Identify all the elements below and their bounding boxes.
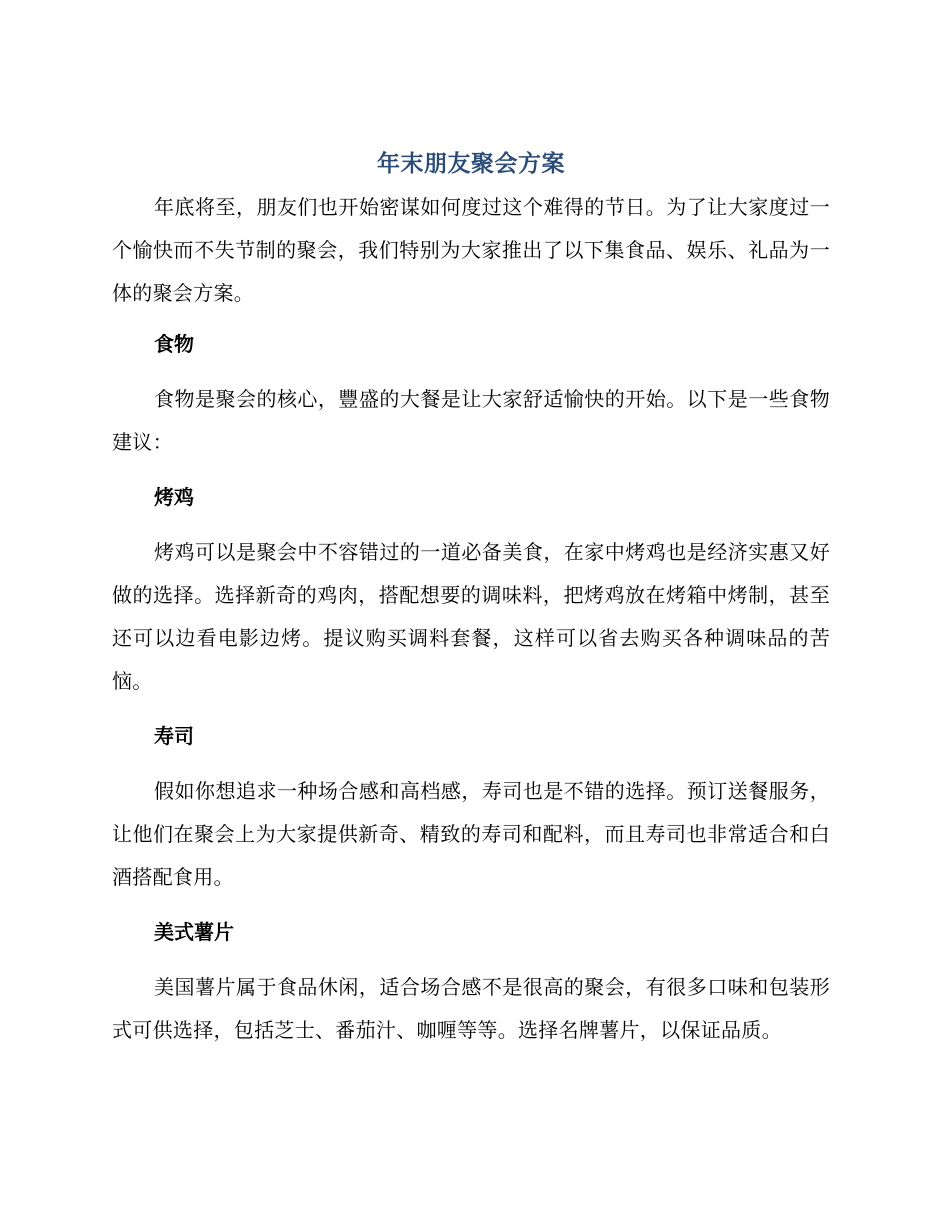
- section-body-food: 食物是聚会的核心，豐盛的大餐是让大家舒适愉快的开始。以下是一些食物建议：: [112, 387, 830, 454]
- document-body: [112, 142, 830, 1052]
- section-heading-chips: 美式薯片: [154, 920, 234, 944]
- section-body-sushi: 假如你想追求一种场合感和高档感，寿司也是不错的选择。预订送餐服务，让他们在聚会上为大家提供新奇、精致的寿司和配料，而且寿司也非常适合和白酒搭配食用。: [112, 779, 830, 889]
- section-heading-sushi: 寿司: [154, 724, 194, 748]
- section-body-chips: 美国薯片属于食品休闲，适合场合感不是很高的聚会，有很多口味和包装形式可供选择，包括芝士、番茄汁、咖喱等等。选择名牌薯片，以保证品质。: [112, 975, 830, 1042]
- section-heading-food: 食物: [154, 332, 194, 356]
- section-heading-roast-chicken: 烤鸡: [154, 485, 194, 509]
- section-body-roast-chicken: 烤鸡可以是聚会中不容错过的一道必备美食，在家中烤鸡也是经济实惠又好做的选择。选择新奇的鸡肉，搭配想要的调味料，把烤鸡放在烤箱中烤制，甚至还可以边看电影边烤。提议购买调料套餐，这样可以省去购买各种调味品的苦恼。: [112, 540, 830, 693]
- intro-paragraph: 年底将至，朋友们也开始密谋如何度过这个难得的节日。为了让大家度过一个愉快而不失节制的聚会，我们特别为大家推出了以下集食品、娱乐、礼品为一体的聚会方案。: [112, 195, 830, 305]
- page-title: 年末朋友聚会方案: [377, 151, 565, 177]
